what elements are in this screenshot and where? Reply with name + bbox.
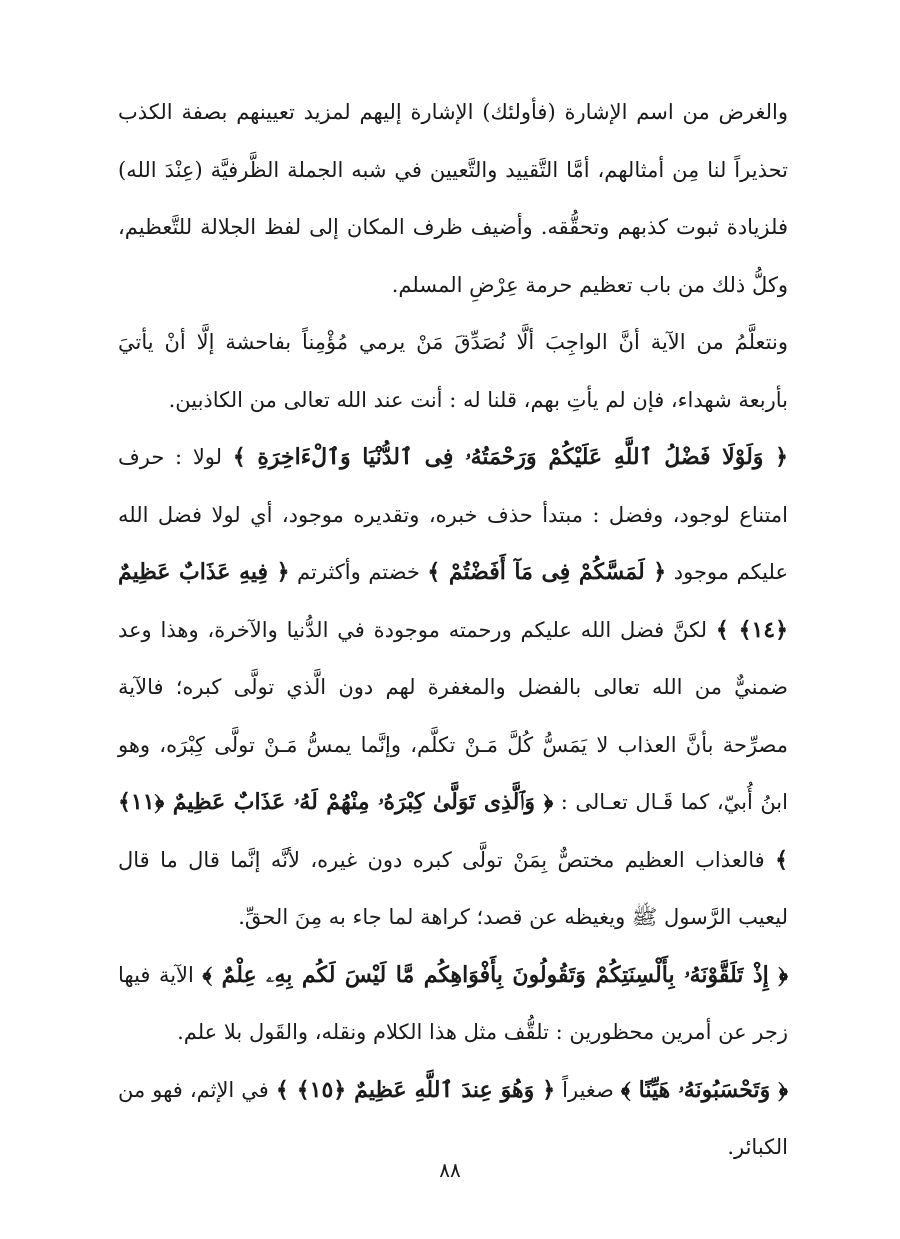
- commentary-text: في الإثم، فهو من الكبائر.: [118, 1077, 788, 1159]
- paragraph-2-text: ونتعلَّمُ من الآية أنَّ الواجِبَ ألَّا نُصَدِّقَ مَنْ يرمي مُؤْمِناً بفاحشة إلَّا أنْ يأتيَ بأربعة شهداء، فإن لم يأتِ بهم، قلنا له : أنت عند الله تعالى من الكاذبين.: [118, 330, 788, 412]
- paragraph-2: [118, 314, 788, 429]
- quran-verse: ﴿ وَٱلَّذِى تَوَلَّىٰ كِبْرَهُۥ مِنْهُمْ لَهُۥ عَذَابٌ عَظِيمٌ ﴿١١﴾ ﴾: [118, 789, 788, 873]
- page-body: [118, 84, 788, 1177]
- commentary-text: خضتم وأكثرتم: [289, 560, 428, 584]
- paragraph-3: [118, 429, 788, 947]
- quran-verse: ﴿ فِيهِ عَذَابٌ عَظِيمٌ ﴿١٤﴾ ﴾: [118, 559, 788, 643]
- paragraph-4: [118, 947, 788, 1062]
- paragraph-1-text: والغرض من اسم الإشارة (فأولئك) الإشارة إليهم لمزيد تعيينهم بصفة الكذب تحذيراً لنا مِن أمثالهم، أمَّا التَّقييد والتَّعيين في شبه الجملة الظَّرفيَّة (عِنْدَ الله) فلزيادة ثبوت كذبهم وتحقُّقه. وأضيف ظرف المكان إلى لفظ الجلالة للتَّعظيم، وكلُّ ذلك من باب تعظيم حرمة عِرْضِ المسلم.: [118, 100, 788, 297]
- commentary-text: لكنَّ فضل الله عليكم ورحمته موجودة في الدُّنيا والآخرة، وهذا وعد ضمنيٌّ من الله تعالى بالفضل والمغفرة لهم دون الَّذي تولَّى كبره؛ فالآية مصرِّحة بأنَّ العذاب لا يَمَسُّ كُلَّ مَـنْ تكلَّم، وإنَّما يمسُّ مَـنْ تولَّى كِبْرَه، وهو ابنُ أُبيّ، كما قَـال تعـالى :: [118, 617, 788, 814]
- quran-verse: ﴿ لَمَسَّكُمْ فِى مَآ أَفَضْتُمْ ﴾: [427, 559, 667, 585]
- page-number: ٨٨: [439, 1158, 461, 1182]
- quran-verse: ﴿ وَتَحْسَبُونَهُۥ هَيِّنًا ﴾: [620, 1076, 788, 1103]
- quran-verse: ﴿ إِذْ تَلَقَّوْنَهُۥ بِأَلْسِنَتِكُمْ وَتَقُولُونَ بِأَفْوَاهِكُم مَّا لَيْسَ لَكُم بِهِۦ عِلْمٌ ﴾: [202, 961, 789, 988]
- paragraph-1: [118, 84, 788, 314]
- commentary-text: الآية فيها زجر عن أمرين محظورين : تلقُّف مثل هذا الكلام ونقله، والقَول بلا علم.: [118, 962, 788, 1044]
- commentary-text: لولا : حرف امتناع لوجود، وفضل : مبتدأ حذف خبره، وتقديره موجود، أي لولا فضل الله عليكم موجود: [118, 445, 788, 584]
- commentary-text: فالعذاب العظيم مختصٌّ بِمَنْ تولَّى كبره دون غيره، لأنَّه إنَّما قال ما قال ليعيب الرَّسول ﷺ ويغيظه عن قصد؛ كراهة لما جاء به مِنَ الحقِّ.: [118, 847, 788, 929]
- commentary-text: صغيراً: [555, 1077, 621, 1102]
- quran-verse: ﴿ وَهُوَ عِندَ ٱللَّهِ عَظِيمٌ ﴿١٥﴾ ﴾: [275, 1076, 556, 1103]
- quran-verse: ﴿ وَلَوْلَا فَضْلُ ٱللَّهِ عَلَيْكُمْ وَرَحْمَتُهُۥ فِى ٱلدُّنْيَا وَٱلْءَاخِرَةِ ﴾: [232, 444, 788, 470]
